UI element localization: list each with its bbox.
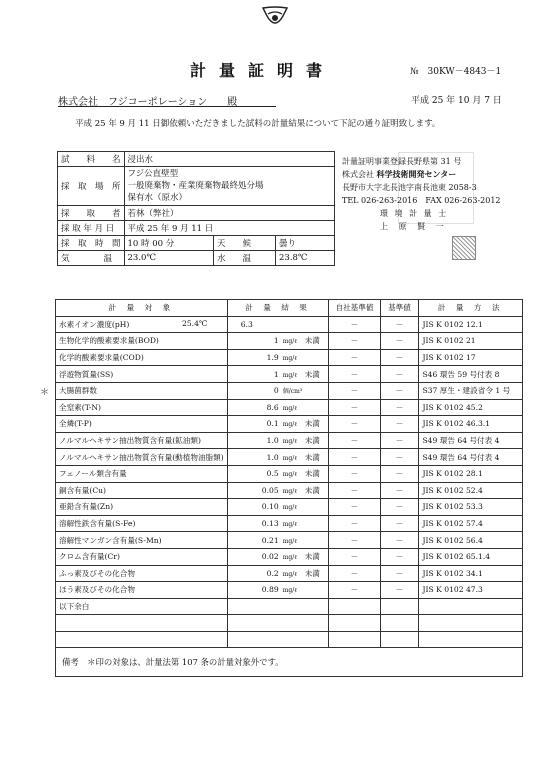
table-row xyxy=(56,349,523,366)
header-item: 計 量 対 象 xyxy=(56,300,228,317)
sample-info-row xyxy=(58,221,335,236)
result-value-cell xyxy=(227,598,329,615)
result-item-label: ノルマルヘキサン抽出物質含有量(鉱油類) xyxy=(59,436,201,446)
result-item-label: 全窒素(T-N) xyxy=(59,402,102,412)
result-self-standard: － xyxy=(329,333,380,350)
result-standard: － xyxy=(380,416,419,433)
result-qualifier: 未満 xyxy=(304,552,320,562)
result-standard: － xyxy=(380,582,419,599)
result-self-standard: － xyxy=(329,582,380,599)
result-qualifier: 未満 xyxy=(304,369,320,379)
sample-info-value: 10 時 00 分 xyxy=(124,236,213,251)
result-item xyxy=(56,499,228,516)
sample-info-value: 平成 25 年 9 月 11 日 xyxy=(124,221,334,236)
result-unit: mg/ℓ xyxy=(282,471,298,479)
result-self-standard: － xyxy=(329,565,380,582)
sample-info-row xyxy=(58,236,335,251)
result-item-label: 以下余白 xyxy=(59,601,90,611)
result-item xyxy=(56,548,228,565)
result-method: JIS K 0102 65.1.4 xyxy=(419,548,523,565)
result-unit: mg/ℓ xyxy=(282,454,298,462)
table-row xyxy=(56,582,523,599)
result-item xyxy=(56,432,228,449)
result-value: 1 xyxy=(273,336,279,346)
results-body xyxy=(56,316,523,648)
sample-info-label: 採 取 者 xyxy=(58,206,125,221)
table-row xyxy=(56,382,523,399)
result-qualifier: 未満 xyxy=(304,336,320,346)
result-standard: － xyxy=(380,465,419,482)
sample-info-table xyxy=(57,151,335,266)
result-qualifier: 未満 xyxy=(304,485,320,495)
result-unit: mg/ℓ xyxy=(282,554,298,562)
result-value-cell xyxy=(227,399,329,416)
result-value-cell xyxy=(227,631,329,648)
result-item xyxy=(56,416,228,433)
result-self-standard: － xyxy=(329,432,380,449)
result-standard: － xyxy=(380,565,419,582)
table-row xyxy=(56,532,523,549)
result-unit: mg/ℓ xyxy=(282,421,298,429)
table-row xyxy=(56,482,523,499)
result-qualifier: 未満 xyxy=(304,568,320,578)
certificate-number: № 30KW－4843－1 xyxy=(410,67,502,77)
sample-info-label: 採 取 年 月 日 xyxy=(58,221,125,236)
result-item-label: 生物化学的酸素要求量(BOD) xyxy=(59,336,159,346)
result-value: 1.0 xyxy=(266,452,279,462)
result-unit: mg/ℓ xyxy=(282,371,298,379)
result-value: 0.05 xyxy=(261,485,279,495)
result-qualifier: 未満 xyxy=(304,452,320,462)
lab-address: 長野市大字北長池字南長池東 2058-3 xyxy=(342,183,477,192)
addressee: 株式会社 フジコーポレーション 殿 xyxy=(58,97,238,108)
result-self-standard: － xyxy=(329,532,380,549)
result-item xyxy=(56,565,228,582)
sample-info-label: 天 候 xyxy=(214,236,276,251)
sample-info-label: 試 料 名 xyxy=(58,152,125,167)
issue-date: 平成 25 年 10 月 7 日 xyxy=(411,96,502,106)
measurer-title: 環 境 計 量 士 xyxy=(380,209,449,218)
result-value: 0.10 xyxy=(261,502,279,512)
result-item-label: 水素イオン濃度(pH) xyxy=(59,319,130,329)
result-unit: mg/ℓ xyxy=(282,404,298,412)
result-standard xyxy=(380,598,419,615)
result-self-standard: － xyxy=(329,382,380,399)
result-self-standard: － xyxy=(329,465,380,482)
result-self-standard: － xyxy=(329,548,380,565)
result-self-standard: － xyxy=(329,449,380,466)
result-value: 1.9 xyxy=(266,353,279,363)
result-value-cell xyxy=(227,482,329,499)
result-unit: 個/cm³ xyxy=(282,388,303,396)
result-item xyxy=(56,316,228,333)
asterisk-mark: ＊ xyxy=(40,388,50,399)
table-row xyxy=(56,615,523,632)
result-method: JIS K 0102 17 xyxy=(419,349,523,366)
results-header-row xyxy=(56,300,523,317)
result-value-cell xyxy=(227,449,329,466)
result-item-label: 溶解性鉄含有量(S-Fe) xyxy=(59,519,136,529)
result-item xyxy=(56,382,228,399)
result-self-standard: － xyxy=(329,499,380,516)
table-row xyxy=(56,548,523,565)
result-item-label: 銅含有量(Cu) xyxy=(59,485,107,495)
result-standard xyxy=(380,631,419,648)
table-row xyxy=(56,333,523,350)
result-item xyxy=(56,449,228,466)
result-method xyxy=(419,598,523,615)
sample-info-value: 若林（弊社） xyxy=(124,206,334,221)
measurer-seal xyxy=(452,236,476,260)
result-method xyxy=(419,615,523,632)
result-method: JIS K 0102 12.1 xyxy=(419,316,523,333)
result-method: JIS K 0102 46.3.1 xyxy=(419,416,523,433)
result-item xyxy=(56,465,228,482)
result-value: 0.2 xyxy=(266,568,279,578)
result-method: S49 環告 64 号付表 4 xyxy=(419,449,523,466)
result-item xyxy=(56,582,228,599)
result-item-label: 化学的酸素要求量(COD) xyxy=(59,353,144,363)
emblem-icon xyxy=(259,4,291,30)
result-standard: － xyxy=(380,432,419,449)
result-method: JIS K 0102 52.4 xyxy=(419,482,523,499)
sample-info-value: 23.8℃ xyxy=(276,251,335,266)
result-item xyxy=(56,349,228,366)
result-value: 1 xyxy=(273,369,279,379)
header-self-standard: 自社基準値 xyxy=(329,300,380,317)
result-item-label: 全燐(T-P) xyxy=(59,419,92,429)
lab-company xyxy=(342,168,542,181)
result-standard: － xyxy=(380,366,419,383)
result-item-label: ノルマルヘキサン抽出物質含有量(動植物油脂類) xyxy=(59,452,224,462)
result-self-standard: － xyxy=(329,399,380,416)
result-method: JIS K 0102 34.1 xyxy=(419,565,523,582)
result-value-cell xyxy=(227,532,329,549)
result-value-cell xyxy=(227,366,329,383)
result-method: JIS K 0102 53.3 xyxy=(419,499,523,516)
result-value: 0.02 xyxy=(261,552,279,562)
result-method: JIS K 0102 56.4 xyxy=(419,532,523,549)
result-self-standard xyxy=(329,631,380,648)
result-standard: － xyxy=(380,382,419,399)
result-self-standard: － xyxy=(329,349,380,366)
result-method: JIS K 0102 45.2 xyxy=(419,399,523,416)
result-standard: － xyxy=(380,399,419,416)
sample-info-value: フジ公直壁型 一般廃棄物・産業廃棄物最終処分場 保有水（原水） xyxy=(124,167,334,206)
lab-company-name: 科学技術開発センター xyxy=(376,169,457,179)
addressee-underline xyxy=(58,106,276,107)
result-self-standard: － xyxy=(329,515,380,532)
result-value: 0.13 xyxy=(261,519,279,529)
result-standard: － xyxy=(380,316,419,333)
table-row xyxy=(56,465,523,482)
lab-company-prefix: 株式会社 xyxy=(342,170,374,179)
result-standard: － xyxy=(380,515,419,532)
measurer-name: 上 原 賢 一 xyxy=(380,222,448,231)
result-value: 0.1 xyxy=(266,419,279,429)
result-value: 0 xyxy=(273,386,279,396)
result-item-label: クロム含有量(Cr) xyxy=(59,552,120,562)
table-row xyxy=(56,366,523,383)
result-self-standard: － xyxy=(329,482,380,499)
note-row xyxy=(56,648,523,677)
result-item xyxy=(56,515,228,532)
result-value: 8.6 xyxy=(266,402,279,412)
result-value-cell xyxy=(227,465,329,482)
result-item xyxy=(56,482,228,499)
sample-info-row xyxy=(58,152,335,167)
result-standard: － xyxy=(380,349,419,366)
result-standard: － xyxy=(380,333,419,350)
result-method: S37 厚生・建設省令 1 号 xyxy=(419,382,523,399)
result-unit: mg/ℓ xyxy=(282,487,298,495)
table-row xyxy=(56,631,523,648)
result-qualifier: 未満 xyxy=(304,436,320,446)
sample-info-label: 気 温 xyxy=(58,251,125,266)
result-value-cell xyxy=(227,349,329,366)
sample-info-label: 採 取 時 間 xyxy=(58,236,125,251)
sample-info-row xyxy=(58,206,335,221)
result-value: 1.0 xyxy=(266,436,279,446)
result-item-label: 溶解性マンガン含有量(S-Mn) xyxy=(59,535,162,545)
result-standard: － xyxy=(380,499,419,516)
result-value-cell xyxy=(227,582,329,599)
result-item-label: 浮遊物質量(SS) xyxy=(59,369,114,379)
intro-text: 平成 25 年 9 月 11 日御依頼いただきました試料の計量結果について下記の通り証明致します。 xyxy=(75,119,441,129)
table-row xyxy=(56,565,523,582)
sample-info-value: 23.0℃ xyxy=(124,251,213,266)
table-row xyxy=(56,598,523,615)
result-value-cell xyxy=(227,499,329,516)
result-unit: mg/ℓ xyxy=(282,521,298,529)
result-unit: mg/ℓ xyxy=(282,338,298,346)
result-item-label: 亜鉛含有量(Zn) xyxy=(59,502,114,512)
table-row xyxy=(56,515,523,532)
result-value-cell xyxy=(227,333,329,350)
result-unit: mg/ℓ xyxy=(282,537,298,545)
result-value-cell xyxy=(227,382,329,399)
result-self-standard xyxy=(329,598,380,615)
result-self-standard xyxy=(329,615,380,632)
result-method: S46 環告 59 号付表 8 xyxy=(419,366,523,383)
result-unit: mg/ℓ xyxy=(282,587,298,595)
result-self-standard: － xyxy=(329,316,380,333)
result-unit: mg/ℓ xyxy=(282,570,298,578)
result-item xyxy=(56,366,228,383)
note-text: 備考 ＊印の対象は、計量法第 107 条の計量対象外です。 xyxy=(56,648,523,677)
result-value-cell xyxy=(227,416,329,433)
result-unit: mg/ℓ xyxy=(282,438,298,446)
result-qualifier: 未満 xyxy=(304,419,320,429)
result-method: JIS K 0102 28.1 xyxy=(419,465,523,482)
result-value: 0.5 xyxy=(266,469,279,479)
table-row xyxy=(56,449,523,466)
result-item xyxy=(56,631,228,648)
result-self-standard: － xyxy=(329,366,380,383)
lab-phone-fax: TEL 026-263-2016 FAX 026-263-2012 xyxy=(342,196,501,205)
result-unit: mg/ℓ xyxy=(282,504,298,512)
result-value: 0.89 xyxy=(261,585,279,595)
result-item xyxy=(56,333,228,350)
result-item-label: ふっ素及びその化合物 xyxy=(59,568,135,578)
result-value-cell xyxy=(227,432,329,449)
sample-info-label: 採 取 場 所 xyxy=(58,167,125,206)
result-item xyxy=(56,532,228,549)
result-method: JIS K 0102 57.4 xyxy=(419,515,523,532)
result-value-cell xyxy=(227,316,329,333)
result-item-label: ほう素及びその化合物 xyxy=(59,585,135,595)
result-item-label: 大腸菌群数 xyxy=(59,386,97,396)
result-value: 6.3 xyxy=(240,319,253,329)
result-item xyxy=(56,615,228,632)
lab-registration: 計量証明事業登録長野県第 31 号 xyxy=(342,157,462,166)
result-temperature: 25.4℃ xyxy=(182,318,208,328)
sample-info-row xyxy=(58,251,335,266)
header-standard: 基準値 xyxy=(380,300,419,317)
result-self-standard: － xyxy=(329,416,380,433)
header-method: 計 量 方 法 xyxy=(419,300,523,317)
lab-info xyxy=(342,155,542,233)
result-standard: － xyxy=(380,532,419,549)
result-value-cell xyxy=(227,565,329,582)
result-item xyxy=(56,399,228,416)
sample-info-value: 浸出水 xyxy=(124,152,334,167)
result-value-cell xyxy=(227,548,329,565)
sample-info-label: 水 温 xyxy=(214,251,276,266)
document-title: 計量証明書 xyxy=(190,61,336,80)
result-method xyxy=(419,631,523,648)
header-result: 計 量 結 果 xyxy=(227,300,329,317)
table-row xyxy=(56,399,523,416)
result-method: JIS K 0102 47.3 xyxy=(419,582,523,599)
result-value-cell xyxy=(227,615,329,632)
result-standard: － xyxy=(380,548,419,565)
sample-info-value: 曇り xyxy=(276,236,335,251)
result-qualifier: 未満 xyxy=(304,469,320,479)
result-method: S49 環告 64 号付表 4 xyxy=(419,432,523,449)
result-item xyxy=(56,598,228,615)
sample-info-row xyxy=(58,167,335,206)
table-row xyxy=(56,316,523,333)
table-row xyxy=(56,432,523,449)
result-unit: mg/ℓ xyxy=(282,355,298,363)
result-standard xyxy=(380,615,419,632)
result-item-label: フェノール類含有量 xyxy=(59,469,127,479)
table-row xyxy=(56,499,523,516)
results-table xyxy=(55,299,523,677)
result-standard: － xyxy=(380,482,419,499)
table-row xyxy=(56,416,523,433)
result-value-cell xyxy=(227,515,329,532)
result-value: 0.21 xyxy=(261,535,279,545)
result-standard: － xyxy=(380,449,419,466)
result-method: JIS K 0102 21 xyxy=(419,333,523,350)
